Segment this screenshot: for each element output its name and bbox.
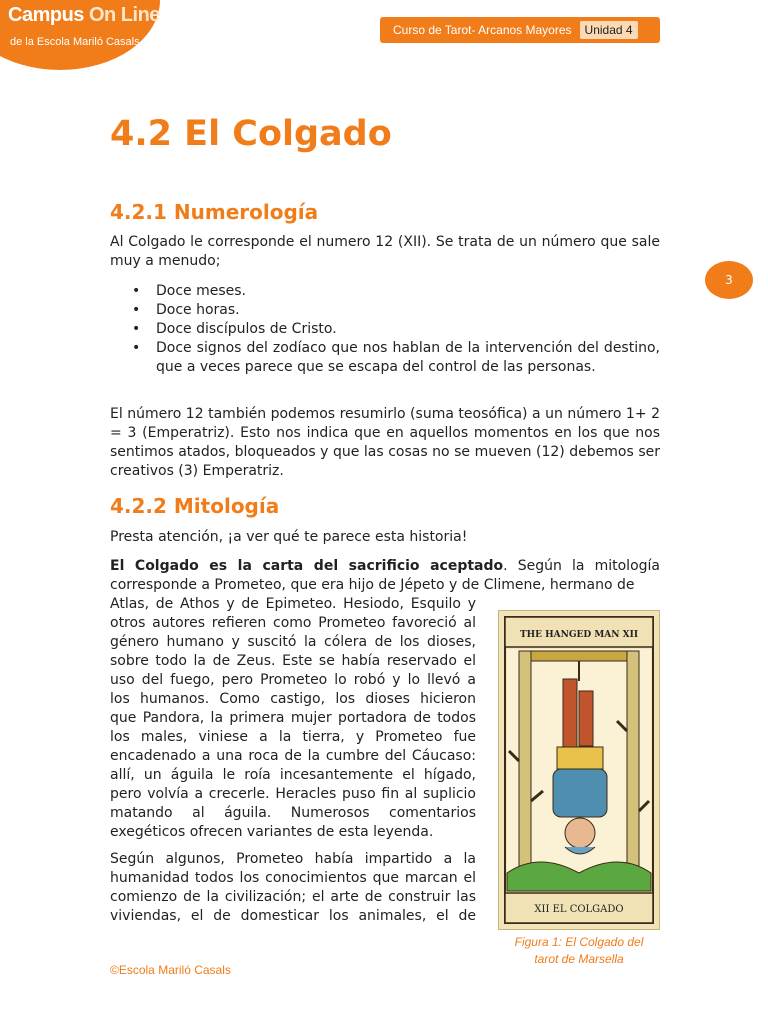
caption-line: tarot de Marsella — [534, 952, 624, 966]
brand-logo-title — [8, 4, 160, 27]
footer-copyright: ©Escola Mariló Casals — [110, 963, 231, 977]
paragraph-line: allí, un águila le roía incesantemente el hígado, — [110, 767, 476, 783]
paragraph-line: comienzo de la civilización; el arte de construir las — [110, 889, 476, 905]
hanged-man-illustration — [499, 611, 659, 929]
brand-online: On Line — [88, 4, 160, 26]
list-item: • Doce meses. — [110, 282, 660, 301]
mitologia-intro: Presta atención, ¡a ver qué te parece esta historia! — [110, 529, 468, 545]
course-header — [380, 17, 660, 43]
numerologia-intro: Al Colgado le corresponde el numero 12 (XII). Se trata de un número que sale muy a menudo; — [110, 234, 660, 269]
paragraph-line: viviendas, el de domesticar los animales, el de — [110, 908, 476, 924]
paragraph-line: Atlas, de Athos y de Epimeteo. Hesiodo, Esquilo y — [110, 596, 476, 612]
paragraph-line: que Pandora, la primera mujer portadora de todos — [110, 710, 476, 726]
section-heading-mitologia: 4.2.2 Mitología — [110, 494, 280, 518]
list-item: • Doce signos del zodíaco que nos hablan de la intervención del destino, que a veces parece que se escapa del control de las personas. — [110, 339, 660, 377]
numerologia-list — [110, 282, 660, 377]
list-item: • Doce horas. — [110, 301, 660, 320]
paragraph-text: . Según la mitología corresponde a Prometeo, que era hijo de Jépeto y de Climene, hermano de — [110, 558, 660, 593]
paragraph-line: otros autores refieren como Prometeo favoreció al — [110, 615, 476, 631]
page-title: 4.2 El Colgado — [110, 114, 392, 154]
hanged-man-card-image — [498, 610, 660, 930]
mitologia-paragraph-1-body — [110, 595, 476, 842]
mitologia-paragraph-2 — [110, 850, 476, 926]
section-heading-numerologia: 4.2.1 Numerología — [110, 200, 319, 224]
brand-campus: Campus — [8, 4, 84, 26]
paragraph-line: los humanos. Como castigo, los dioses hicieron — [110, 691, 476, 707]
key-phrase: El Colgado es la carta del sacrificio aceptado — [110, 558, 504, 574]
figure-caption — [498, 934, 660, 968]
paragraph-line: género humano y suscitó la cólera de los dioses, — [110, 634, 476, 650]
card-bottom-label: XII EL COLGADO — [534, 904, 624, 915]
paragraph-line: humanidad todos los conocimientos que marcan el — [110, 870, 476, 886]
numerologia-closing: El número 12 también podemos resumirlo (suma teosófica) a un número 1+ 2 = 3 (Emperatriz). Esto nos indica que en aquellos momentos en los que nos sentimos atados, bloqueados y que las cosas no se mueven (12) debemos ser creativos (3) Emperatriz. — [110, 406, 660, 479]
paragraph-line: Según algunos, Prometeo había impartido a la — [110, 851, 476, 867]
paragraph-line: exegéticos ofrecen variantes de esta leyenda. — [110, 824, 434, 840]
paragraph-line: sobre todo la de Zeus. Este se había reservado el — [110, 653, 476, 669]
brand-logo-subtitle: de la Escola Mariló Casals — [10, 36, 140, 48]
paragraph-line: los males, viniese a la tierra, y Prometeo fue — [110, 729, 476, 745]
paragraph-line: pero volvía a crecerle. Heracles puso fin al suplicio — [110, 786, 476, 802]
list-item: • Doce discípulos de Cristo. — [110, 320, 660, 339]
page-number-badge: 3 — [705, 261, 753, 299]
card-top-label: THE HANGED MAN XII — [519, 630, 639, 640]
course-title: Curso de Tarot- Arcanos Mayores — [393, 23, 572, 37]
paragraph-line: uso del fuego, pero Prometeo lo robó y lo llevó a — [110, 672, 476, 688]
caption-line: Figura 1: El Colgado del — [514, 935, 644, 949]
mitologia-paragraph-1-top — [110, 557, 660, 595]
paragraph-line: encadenado a una roca de la cumbre del Cáucaso: — [110, 748, 476, 764]
paragraph-line: matando al águila. Numerosos comentarios — [110, 805, 476, 821]
unit-label: Unidad 4 — [580, 21, 638, 39]
